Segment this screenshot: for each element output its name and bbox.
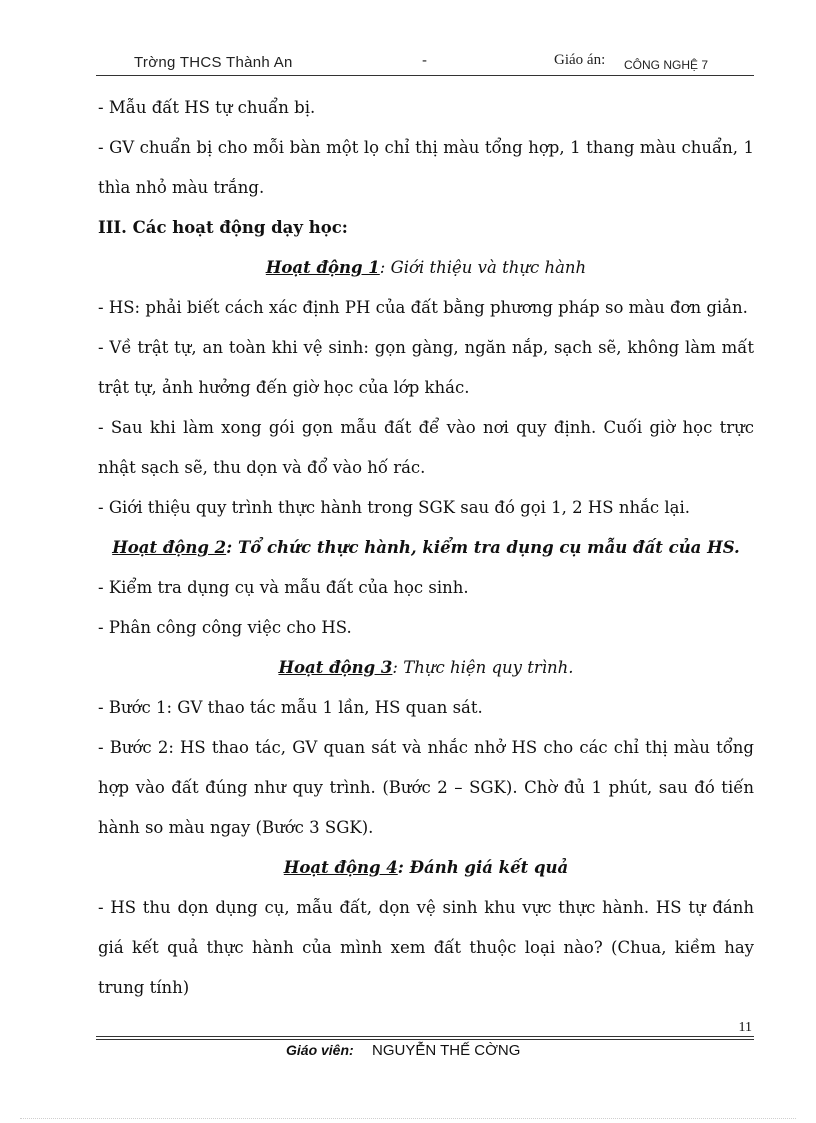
activity-1-title: : Giới thiệu và thực hành: [379, 258, 587, 277]
header-separator: -: [422, 52, 427, 69]
subject-label: Giáo án:: [554, 52, 606, 68]
teacher-name: NGUYỄN THẾ CỜNG: [372, 1042, 521, 1059]
section-title: III. Các hoạt động dạy học:: [98, 218, 348, 237]
header-rule: [96, 75, 754, 76]
prep-line-2: - GV chuẩn bị cho mỗi bàn một lọ chỉ thị màu tổng hợp, 1 thang màu chuẩn, 1 thìa nhỏ màu trắng.: [98, 138, 754, 197]
activity-2-title: : Tổ chức thực hành, kiểm tra dụng cụ mẫu đất của HS.: [226, 538, 740, 557]
activity-3-label: Hoạt động 3: [278, 658, 393, 677]
footer-rule-bottom: [96, 1039, 754, 1040]
activity-1-para-3: - Sau khi làm xong gói gọn mẫu đất để vào nơi quy định. Cuối giờ học trực nhật sạch sẽ, thu dọn và đổ vào hố rác.: [98, 418, 754, 477]
activity-2-para-2: - Phân công công việc cho HS.: [98, 618, 352, 637]
page-number: 11: [738, 1020, 752, 1035]
activity-1-heading: [98, 248, 754, 288]
footer-rule-top: [96, 1036, 754, 1037]
teacher-label: Giáo viên:: [286, 1042, 354, 1058]
page-bottom-dotted-line: [20, 1118, 796, 1119]
activity-1-para-1: - HS: phải biết cách xác định PH của đất bằng phương pháp so màu đơn giản.: [98, 298, 748, 317]
activity-2-heading: [98, 528, 754, 568]
activity-1-label: Hoạt động 1: [265, 258, 380, 277]
activity-1-para-4: - Giới thiệu quy trình thực hành trong SGK sau đó gọi 1, 2 HS nhắc lại.: [98, 498, 691, 517]
activity-1-para-2: - Về trật tự, an toàn khi vệ sinh: gọn gàng, ngăn nắp, sạch sẽ, không làm mất trật tự, ảnh hưởng đến giờ học của lớp khác.: [98, 338, 754, 397]
subject-name: CÔNG NGHỆ 7: [624, 58, 709, 72]
activity-3-heading: [98, 648, 754, 688]
activity-2-label: Hoạt động 2: [112, 538, 227, 557]
activity-3-title: : Thực hiện quy trình.: [392, 658, 574, 677]
activity-3-para-2: - Bước 2: HS thao tác, GV quan sát và nhắc nhở HS cho các chỉ thị màu tổng hợp vào đất đúng như quy trình. (Bước 2 – SGK). Chờ đủ 1 phút, sau đó tiến hành so màu ngay (Bước 3 SGK).: [98, 738, 754, 837]
activity-4-label: Hoạt động 4: [283, 858, 398, 877]
page-footer: [96, 1020, 756, 1070]
activity-4-heading: [98, 848, 754, 888]
activity-4-para-1: - HS thu dọn dụng cụ, mẫu đất, dọn vệ sinh khu vực thực hành. HS tự đánh giá kết quả thực hành của mình xem đất thuộc loại nào? (Chua, kiềm hay trung tính): [98, 898, 754, 997]
prep-line-1: - Mẫu đất HS tự chuẩn bị.: [98, 98, 316, 117]
school-name: Trờng THCS Thành An: [134, 54, 293, 71]
activity-2-para-1: - Kiểm tra dụng cụ và mẫu đất của học sinh.: [98, 578, 469, 597]
activity-4-title: : Đánh giá kết quả: [397, 858, 569, 877]
activity-3-para-1: - Bước 1: GV thao tác mẫu 1 lần, HS quan sát.: [98, 698, 483, 717]
lesson-body: [98, 88, 754, 1008]
page-header: [96, 52, 756, 76]
